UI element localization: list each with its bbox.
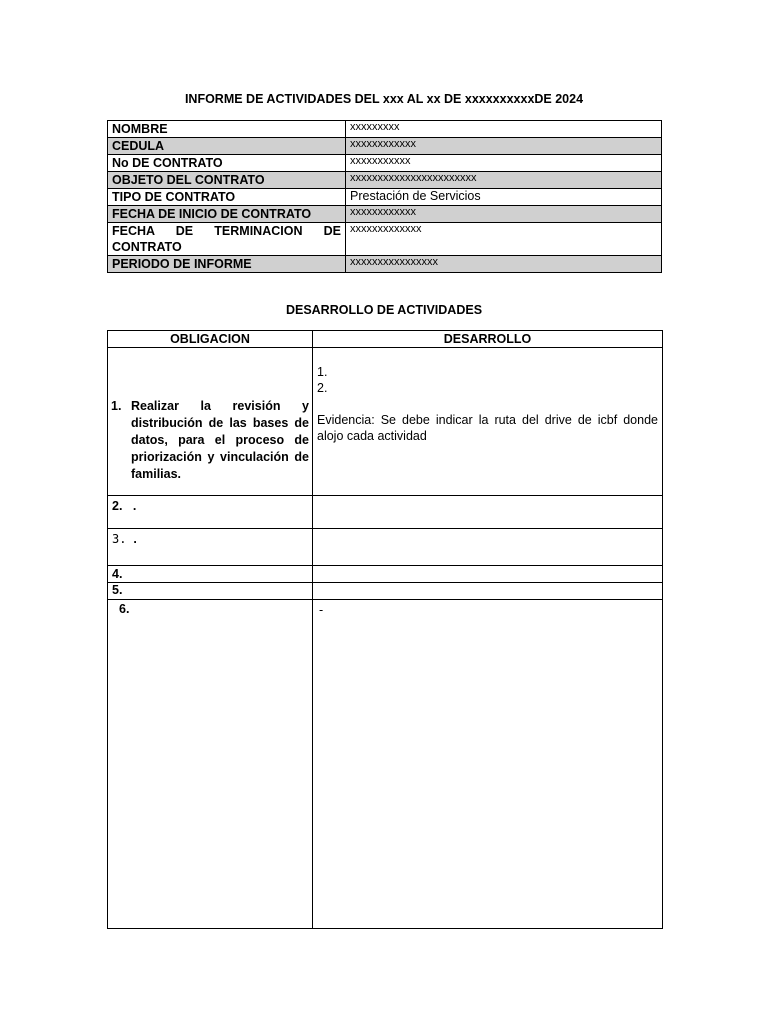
- development-cell: [313, 348, 663, 496]
- info-row-fecha-terminacion: [108, 223, 662, 256]
- info-value: xxxxxxxxxxxx: [346, 206, 662, 223]
- info-row-tipo: [108, 189, 662, 206]
- info-row-nombre: [108, 121, 662, 138]
- activity-row-3: [108, 529, 663, 566]
- info-label: PERIODO DE INFORME: [108, 256, 346, 273]
- info-label: NOMBRE: [108, 121, 346, 138]
- obligation-cell: [108, 529, 313, 566]
- info-label: OBJETO DEL CONTRATO: [108, 172, 346, 189]
- info-label: No DE CONTRATO: [108, 155, 346, 172]
- section-title: DESARROLLO DE ACTIVIDADES: [285, 303, 483, 317]
- development-cell: [313, 529, 663, 566]
- info-label: FECHA DE INICIO DE CONTRATO: [108, 206, 346, 223]
- activities-header-row: [108, 331, 663, 348]
- obligation-text: .: [133, 532, 137, 546]
- info-row-contrato: [108, 155, 662, 172]
- development-cell: -: [313, 600, 663, 929]
- info-value: xxxxxxxxxxxxxxxx: [346, 256, 662, 273]
- development-cell: [313, 496, 663, 529]
- obligation-number: 5.: [112, 583, 123, 597]
- info-label: TIPO DE CONTRATO: [108, 189, 346, 206]
- development-item: 1.: [317, 365, 328, 379]
- obligation-cell: [108, 566, 313, 583]
- info-row-periodo: [108, 256, 662, 273]
- activity-row-2: [108, 496, 663, 529]
- info-row-cedula: [108, 138, 662, 155]
- obligation-number: 6.: [119, 602, 130, 616]
- info-label: CEDULA: [108, 138, 346, 155]
- info-row-fecha-inicio: [108, 206, 662, 223]
- info-value: xxxxxxxxx: [346, 121, 662, 138]
- development-cell: [313, 566, 663, 583]
- obligation-text: Realizar la revisión y distribución de las bases de datos, para el proceso de priorización y vinculación de familias.: [131, 399, 309, 481]
- activities-table: [107, 330, 663, 929]
- header-desarrollo: DESARROLLO: [313, 331, 663, 348]
- activity-row-5: [108, 583, 663, 600]
- development-item: 2.: [317, 381, 328, 395]
- obligation-cell: [108, 348, 313, 496]
- development-cell: [313, 583, 663, 600]
- activity-row-4: [108, 566, 663, 583]
- activity-row-1: [108, 348, 663, 496]
- header-obligacion: OBLIGACION: [108, 331, 313, 348]
- obligation-number: 4.: [112, 567, 123, 581]
- info-value: xxxxxxxxxxxxxxxxxxxxxxx: [346, 172, 662, 189]
- report-title: INFORME DE ACTIVIDADES DEL xxx AL xx DE xxxxxxxxxxDE 2024: [184, 92, 584, 106]
- obligation-number: 2.: [112, 499, 123, 513]
- info-value: xxxxxxxxxxxxx: [346, 223, 662, 256]
- activity-row-6: [108, 600, 663, 929]
- info-label: FECHA DE TERMINACION DE CONTRATO: [108, 223, 346, 256]
- info-value: xxxxxxxxxxxx: [346, 138, 662, 155]
- obligation-cell: [108, 496, 313, 529]
- obligation-cell: [108, 600, 313, 929]
- evidence-text: Evidencia: Se debe indicar la ruta del drive de icbf donde alojo cada actividad: [317, 413, 658, 443]
- obligation-text: .: [132, 499, 137, 513]
- info-value: Prestación de Servicios: [346, 189, 662, 206]
- obligation-number: 1.: [111, 399, 122, 413]
- info-value: xxxxxxxxxxx: [346, 155, 662, 172]
- info-row-objeto: [108, 172, 662, 189]
- contract-info-table: [107, 120, 662, 273]
- obligation-number: 3.: [112, 532, 127, 546]
- obligation-cell: [108, 583, 313, 600]
